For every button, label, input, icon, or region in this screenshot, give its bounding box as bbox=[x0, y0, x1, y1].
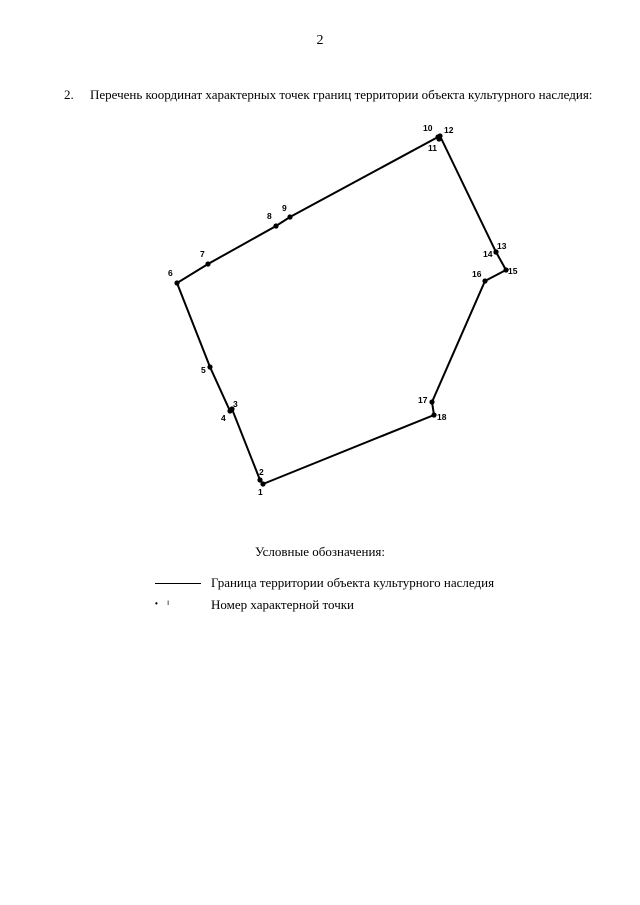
vertex-point-8 bbox=[273, 223, 278, 228]
vertex-label-9: 9 bbox=[282, 203, 287, 213]
vertex-label-6: 6 bbox=[168, 268, 173, 278]
vertex-point-7 bbox=[205, 261, 210, 266]
vertex-point-2 bbox=[257, 477, 262, 482]
vertex-point-17 bbox=[429, 399, 434, 404]
legend-item-boundary-text: Граница территории объекта культурного наследия bbox=[211, 575, 495, 590]
point-marker-dot: • bbox=[155, 599, 158, 609]
vertex-label-8: 8 bbox=[267, 211, 272, 221]
legend-title: Условные обозначения: bbox=[254, 544, 386, 559]
boundary-line bbox=[177, 136, 506, 484]
vertex-label-4: 4 bbox=[221, 413, 226, 423]
point-marker-number: ı bbox=[167, 598, 170, 608]
heading-number: 2. bbox=[64, 87, 74, 102]
vertex-label-15: 15 bbox=[508, 266, 518, 276]
vertex-label-11: 11 bbox=[428, 143, 437, 153]
vertex-point-12 bbox=[437, 133, 442, 138]
vertex-point-5 bbox=[207, 364, 212, 369]
legend-item-boundary bbox=[155, 575, 494, 591]
vertex-point-4 bbox=[227, 408, 232, 413]
vertex-point-16 bbox=[482, 278, 487, 283]
vertex-label-18: 18 bbox=[437, 412, 447, 422]
vertex-label-14: 14 bbox=[483, 249, 493, 259]
legend-item-point bbox=[155, 597, 354, 613]
vertex-label-13: 13 bbox=[497, 241, 507, 251]
vertex-label-2: 2 bbox=[259, 467, 264, 477]
vertex-label-7: 7 bbox=[200, 249, 205, 259]
legend-item-point-text: Номер характерной точки bbox=[211, 597, 354, 612]
boundary-line-symbol bbox=[155, 579, 201, 589]
vertex-label-5: 5 bbox=[201, 365, 206, 375]
vertex-label-3: 3 bbox=[233, 399, 238, 409]
vertex-label-10: 10 bbox=[423, 123, 433, 133]
vertex-label-16: 16 bbox=[472, 269, 482, 279]
point-marker-symbol bbox=[155, 598, 201, 611]
vertex-label-1: 1 bbox=[258, 487, 263, 497]
vertex-label-17: 17 bbox=[418, 395, 428, 405]
vertex-point-9 bbox=[287, 214, 292, 219]
vertex-point-18 bbox=[431, 412, 436, 417]
page-number: 2 bbox=[316, 33, 324, 48]
vertex-point-6 bbox=[174, 280, 179, 285]
heading-text: Перечень координат характерных точек границ территории объекта культурного наследия: bbox=[90, 87, 593, 102]
vertex-label-12: 12 bbox=[444, 125, 454, 135]
